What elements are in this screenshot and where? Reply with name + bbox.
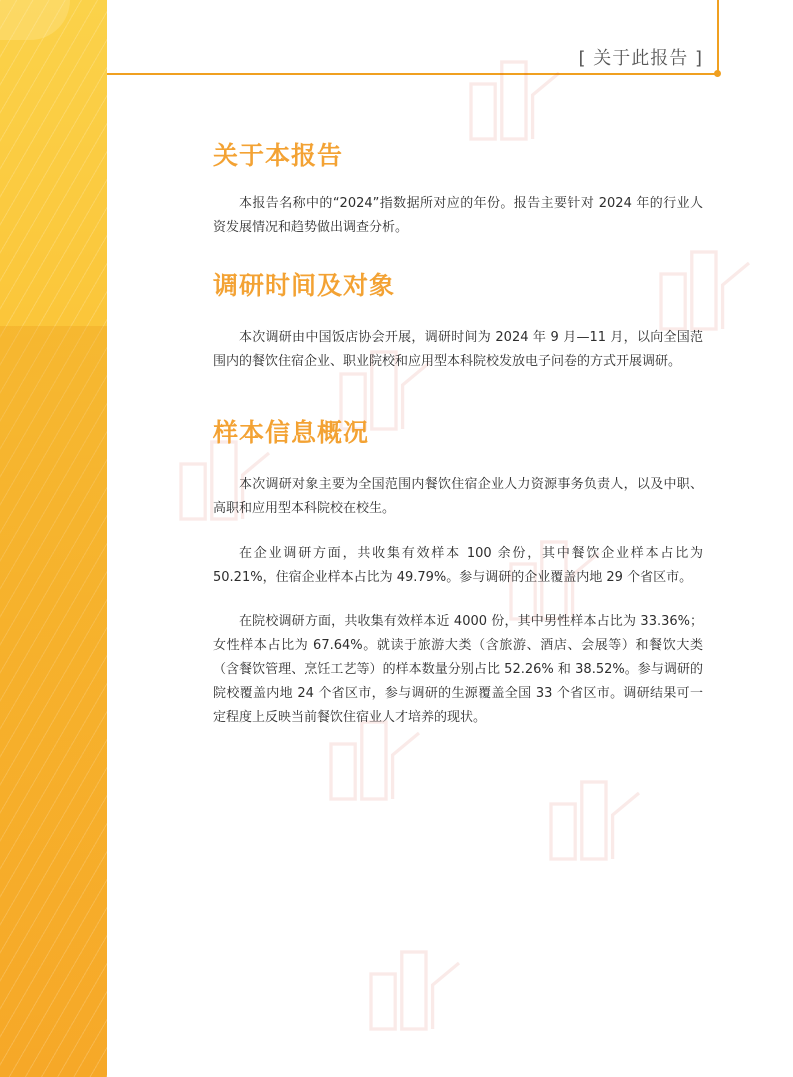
association-logo-watermark bbox=[650, 230, 760, 340]
decorative-side-band bbox=[0, 0, 107, 1077]
paragraph-about-report: 本报告名称中的“2024”指数据所对应的年份。报告主要针对 2024 年的行业人资发展情况和趋势做出调查分析。 bbox=[213, 196, 703, 235]
header-vertical-rule bbox=[717, 0, 719, 73]
paragraph-school-survey: 在院校调研方面，共收集有效样本近 4000 份，其中男性样本占比为 33.36%；女性样本占比为 67.64%。就读于旅游大类（含旅游、酒店、会展等）和餐饮大类（含餐饮管理、烹饪工艺等）的样本数量分别占比 52.26% 和 38.52%。参与调研的院校覆盖内地 24 个省区市，参与调研的生源覆盖全国 33 个省区市。调研结果可一定程度上反映当前餐饮住宿业人才培养的现状。 bbox=[213, 614, 703, 725]
association-logo-watermark bbox=[540, 760, 650, 870]
association-logo-watermark bbox=[460, 40, 570, 150]
paragraph-enterprise-survey: 在企业调研方面，共收集有效样本 100 余份，其中餐饮企业样本占比为 50.21%，住宿企业样本占比为 49.79%。参与调研的企业覆盖内地 29 个省区市。 bbox=[213, 546, 703, 585]
paragraph-sample-subjects: 本次调研对象主要为全国范围内餐饮住宿企业人力资源事务负责人，以及中职、高职和应用型本科院校在校生。 bbox=[213, 477, 703, 516]
association-logo-watermark bbox=[360, 930, 470, 1040]
header-rule-dot bbox=[714, 70, 721, 77]
heading-survey-time-subjects: 调研时间及对象 bbox=[213, 271, 396, 300]
heading-sample-overview: 样本信息概况 bbox=[213, 418, 370, 447]
heading-about-report: 关于本报告 bbox=[213, 141, 344, 170]
paragraph-survey-time-subjects: 本次调研由中国饭店协会开展，调研时间为 2024 年 9 月—11 月，以向全国范围内的餐饮住宿企业、职业院校和应用型本科院校发放电子问卷的方式开展调研。 bbox=[213, 330, 703, 369]
header-rule bbox=[107, 73, 719, 75]
band-shade bbox=[0, 326, 107, 1077]
section-label: [ 关于此报告 ] bbox=[578, 48, 703, 69]
